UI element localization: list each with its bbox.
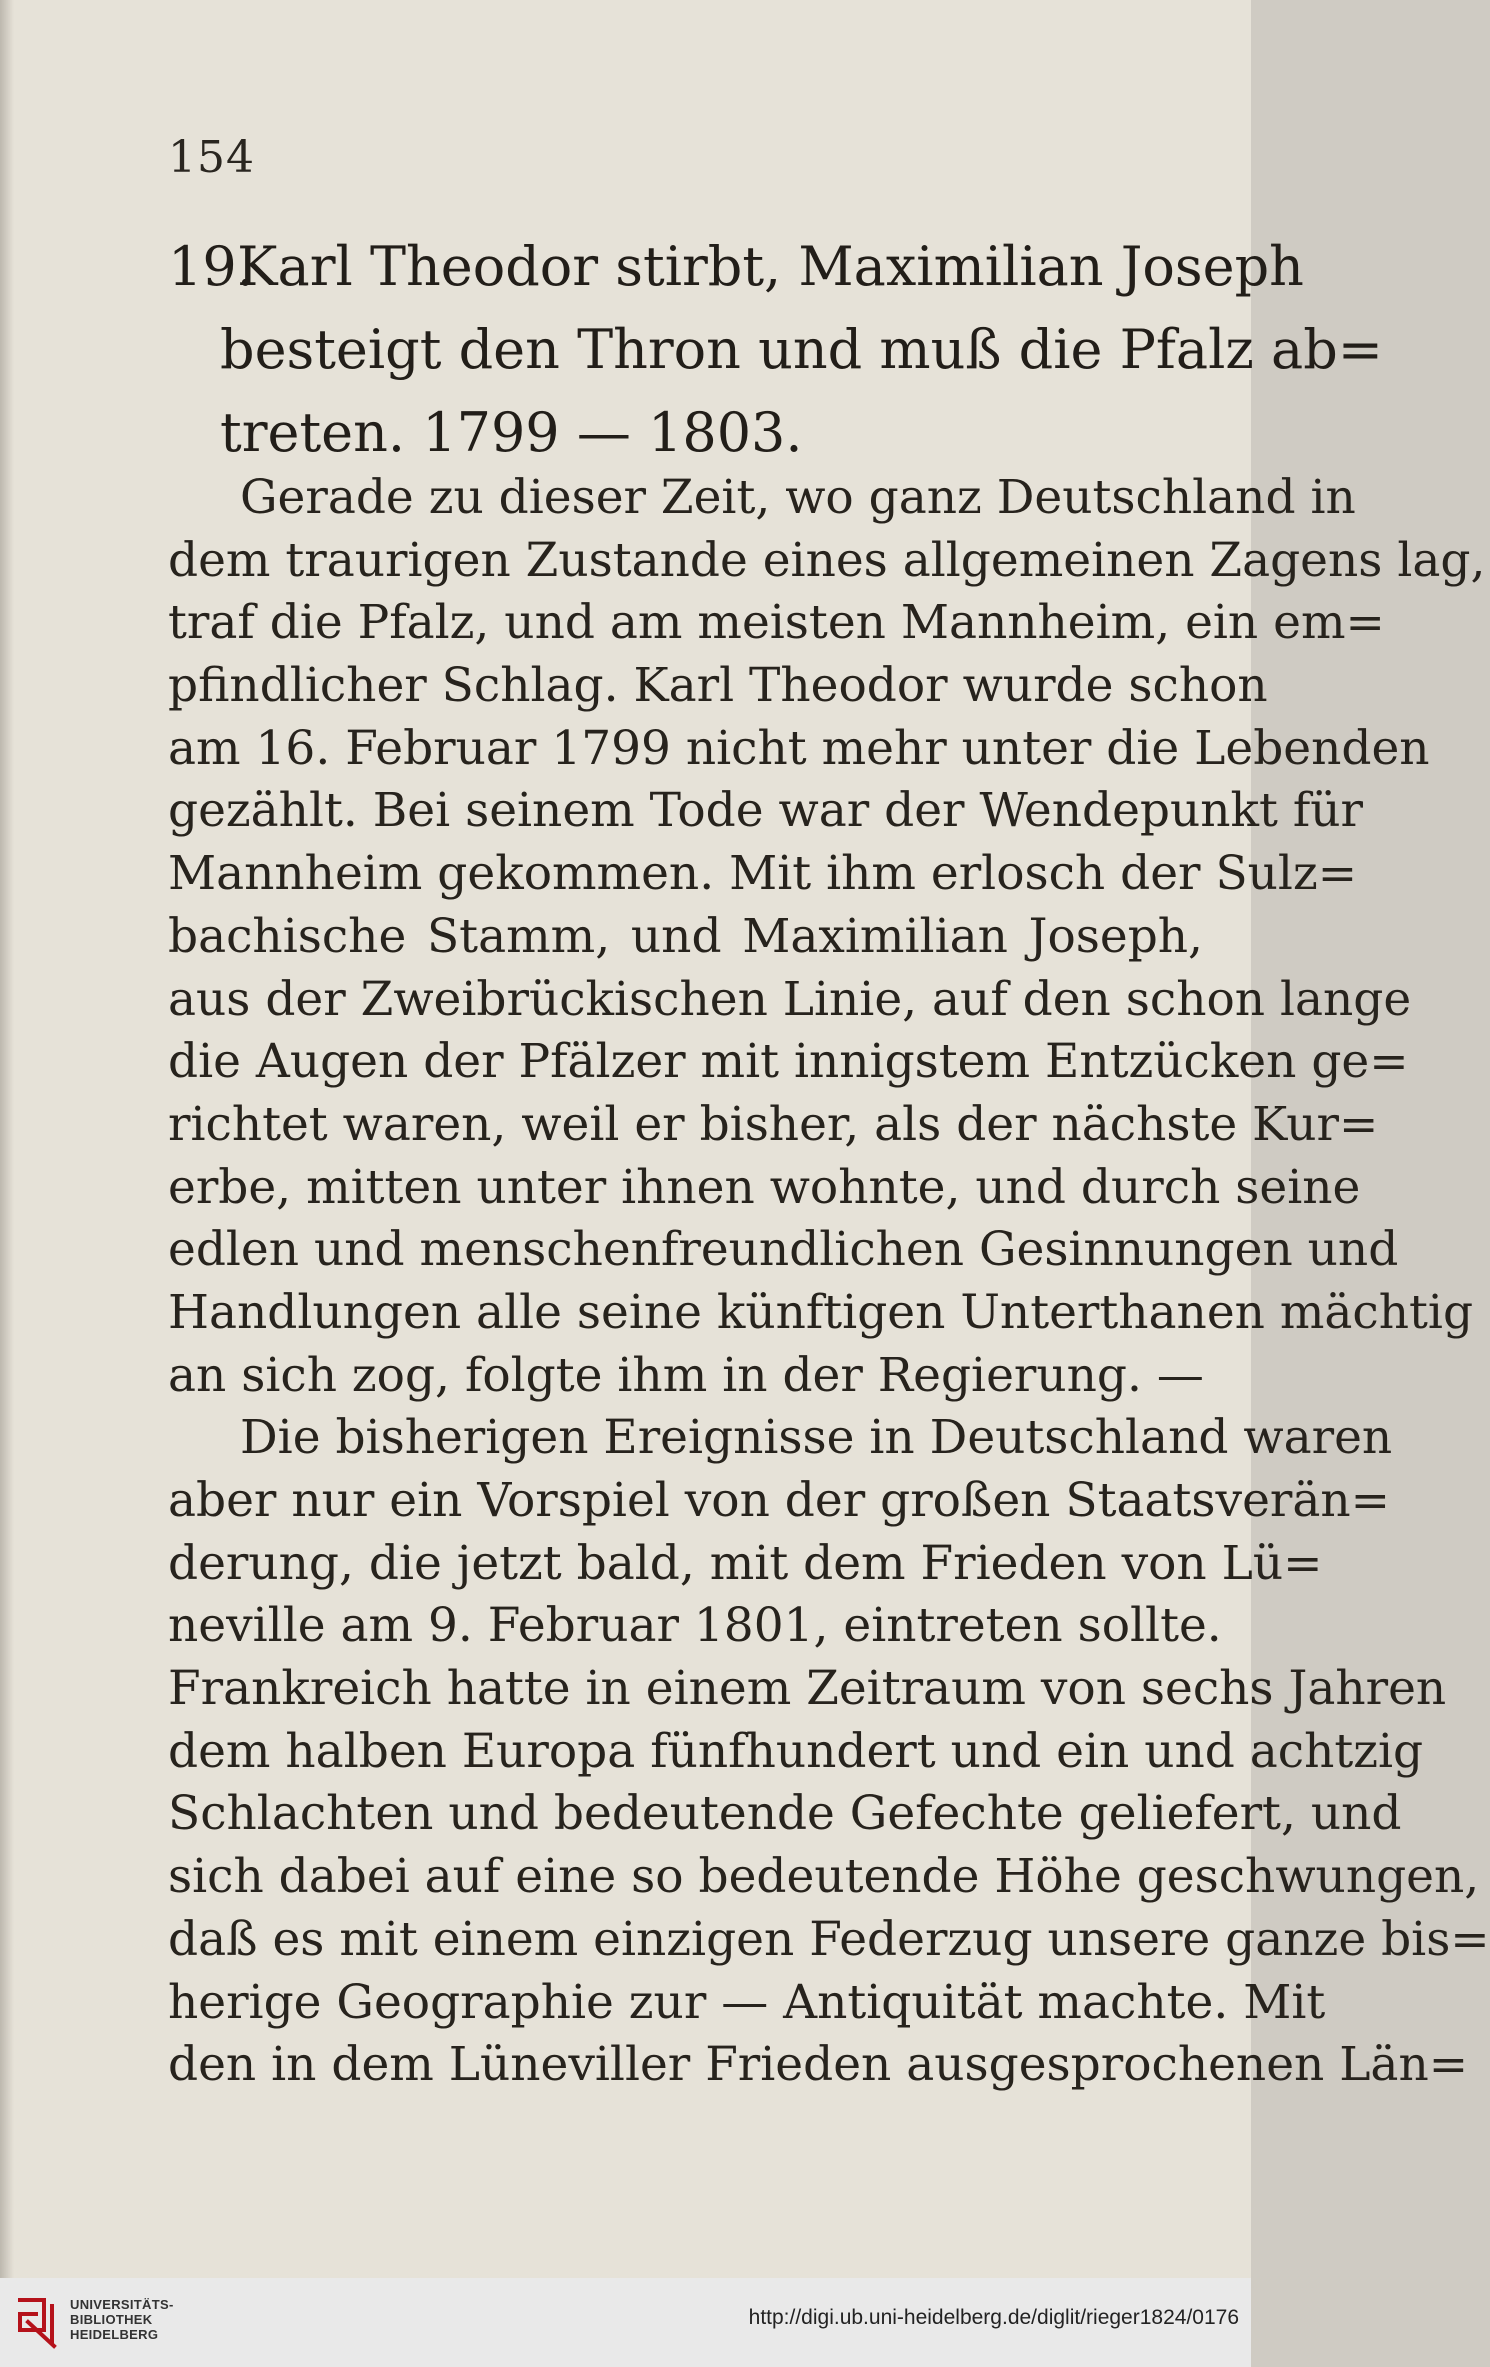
text-line: neville am 9. Februar 1801, eintreten sollte. [168,1598,1222,1654]
page-gutter-shadow [0,0,14,2278]
page-number: 154 [168,132,255,183]
library-name [70,2297,174,2342]
text-line: Mannheim gekommen. Mit ihm erlosch der Sulz= [168,846,1358,902]
library-name-line: BIBLIOTHEK [70,2312,153,2327]
text-line: Handlungen alle seine künftigen Unterthanen mächtig [168,1284,1474,1340]
text-line: den in dem Lüneviller Frieden ausgesprochenen Län= [168,2037,1469,2093]
chapter-heading [168,225,1384,474]
heading-line-2: besteigt den Thron und muß die Pfalz ab= [220,318,1384,381]
body-text [168,467,1490,2097]
text-line: richtet waren, weil er bisher, als der nächste Kur= [168,1096,1379,1152]
text-line: Frankreich hatte in einem Zeitraum von sechs Jahren [168,1661,1447,1717]
source-url-link[interactable]: http://digi.ub.uni-heidelberg.de/diglit/rieger1824/0176 [748,2306,1239,2329]
heading-line-3: treten. 1799 — 1803. [220,401,803,464]
text-line: edlen und menschenfreundlichen Gesinnungen und [168,1222,1399,1278]
text-line: derung, die jetzt bald, mit dem Frieden von Lü= [168,1535,1323,1591]
text-line: herige Geographie zur — Antiquität machte. Mit [168,1974,1326,2030]
text-line: Schlachten und bedeutende Gefechte geliefert, und [168,1786,1402,1842]
text-line: dem traurigen Zustande eines allgemeinen Zagens lag, [168,532,1486,588]
heading-line-1 [168,225,1304,308]
library-name-line: HEIDELBERG [70,2327,159,2342]
text-line: pfindlicher Schlag. Karl Theodor wurde schon [168,658,1268,714]
text-line: daß es mit einem einzigen Federzug unsere ganze bis= [168,1911,1490,1967]
text-line: an sich zog, folgte ihm in der Regierung. — [168,1347,1204,1403]
university-library-logo-icon [14,2290,62,2352]
text-line: Die bisherigen Ereignisse in Deutschland waren [240,1410,1393,1466]
heading-number: 19. [168,235,254,298]
text-line: gezählt. Bei seinem Tode war der Wendepunkt für [168,783,1363,839]
logo-strokes [20,2300,54,2346]
text-line: dem halben Europa fünfhundert und ein und achtzig [168,1723,1424,1779]
text-line: die Augen der Pfälzer mit innigstem Entzücken ge= [168,1034,1409,1090]
heading-text: Karl Theodor stirbt, Maximilian Joseph [237,235,1304,298]
text-line: erbe, mitten unter ihnen wohnte, und durch seine [168,1159,1361,1215]
text-line: bachische Stamm, und Maximilian Joseph, [168,908,1203,964]
text-line: aus der Zweibrückischen Linie, auf den schon lange [168,971,1412,1027]
text-line: Gerade zu dieser Zeit, wo ganz Deutschland in [240,470,1356,525]
library-name-line: UNIVERSITÄTS- [70,2297,174,2312]
text-line: aber nur ein Vorspiel von der großen Staatsverän= [168,1473,1391,1528]
text-line: traf die Pfalz, und am meisten Mannheim, ein em= [168,595,1385,651]
text-line: sich dabei auf eine so bedeutende Höhe geschwungen, [168,1849,1480,1905]
text-line: am 16. Februar 1799 nicht mehr unter die Lebenden [168,720,1430,776]
